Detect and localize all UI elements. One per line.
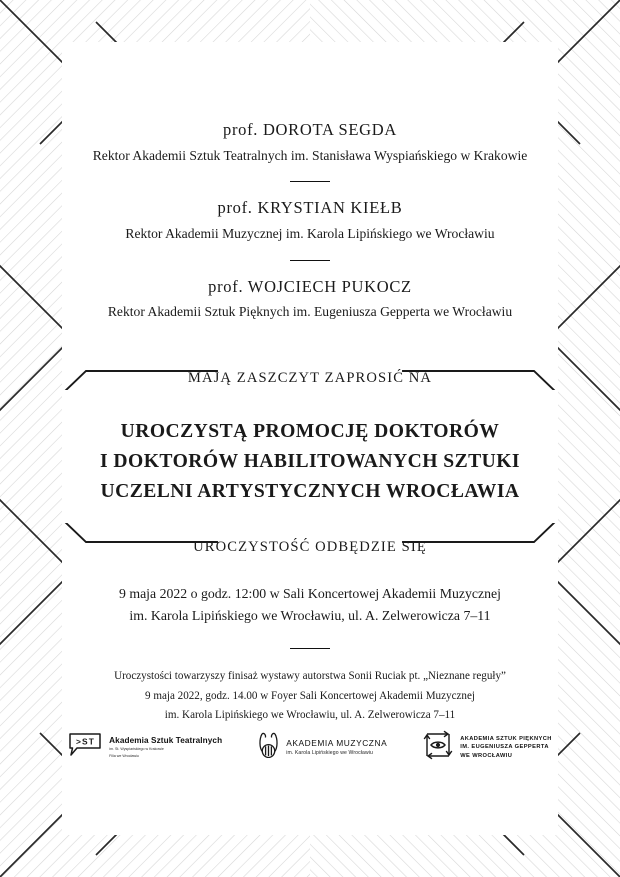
logo-akademia-muzyczna [258, 731, 387, 764]
logo-asp-title-line: AKADEMIA SZTUK PIĘKNYCH [460, 735, 552, 742]
rector-name: prof. DOROTA SEGDA [223, 120, 397, 139]
headline-line: I DOKTORÓW HABILITOWANYCH SZTUKI [100, 451, 520, 473]
ceremony-details [62, 583, 558, 626]
svg-text:>ST: >ST [76, 736, 96, 747]
logo-am-title: AKADEMIA MUZYCZNA [286, 737, 388, 748]
rector-block [62, 198, 558, 242]
invitation-lead-in: MAJĄ ZASZCZYT ZAPROSIĆ NA [187, 369, 433, 386]
divider [290, 181, 330, 182]
speech-bubble-ast-icon [68, 732, 102, 763]
logo-akademia-sztuk-pieknych [423, 730, 552, 765]
note-line: Uroczystości towarzyszy finisaż wystawy autorstwa Sonii Ruciak pt. „Nieznane reguły” [114, 670, 506, 683]
logo-ast [68, 732, 222, 763]
logo-asp-title-line: WE WROCŁAWIU [460, 752, 513, 759]
divider [290, 648, 330, 649]
rector-title: Rektor Akademii Sztuk Pięknych im. Eugeniusza Gepperta we Wrocławiu [107, 304, 513, 320]
logo-asp-title-line: IM. EUGENIUSZA GEPPERTA [460, 744, 549, 751]
headline-line: UCZELNI ARTYSTYCZNYCH WROCŁAWIA [100, 481, 520, 503]
rector-block [62, 277, 558, 321]
logo-ast-subtitle: im. St. Wyspiańskiego w Krakowie [109, 747, 164, 751]
logo-ast-title: Akademia Sztuk Teatralnych [109, 736, 223, 746]
lyre-icon [258, 731, 279, 764]
note-line: 9 maja 2022, godz. 14.00 w Foyer Sali Koncertowej Akademii Muzycznej [145, 689, 475, 702]
invitation-block [62, 371, 558, 555]
rector-title: Rektor Akademii Sztuk Teatralnych im. Stanisława Wyspiańskiego w Krakowie [92, 147, 528, 163]
rector-title: Rektor Akademii Muzycznej im. Karola Lipińskiego we Wrocławiu [125, 225, 495, 241]
rector-name: prof. KRYSTIAN KIEŁB [217, 198, 403, 218]
divider [290, 260, 330, 261]
ceremony-detail-line: 9 maja 2022 o godz. 12:00 w Sali Koncertowej Akademii Muzycznej [118, 586, 501, 602]
note-line: im. Karola Lipińskiego we Wrocławiu, ul. A. Zelwerowicza 7–11 [164, 708, 456, 721]
logo-row [62, 730, 558, 765]
invitation-content [62, 42, 558, 835]
rector-block [62, 42, 558, 164]
ceremony-heading: UROCZYSTOŚĆ ODBĘDZIE SIĘ [193, 538, 427, 555]
logo-ast-subtitle: Filia we Wrocławiu [109, 753, 139, 758]
logo-ast-text [109, 736, 222, 759]
eye-arrows-icon [423, 730, 453, 765]
exhibition-note [62, 667, 558, 725]
rector-name: prof. WOJCIECH PUKOCZ [208, 276, 412, 296]
logo-am-text [286, 739, 387, 757]
logo-asp-text [460, 735, 552, 761]
ceremony-detail-line: im. Karola Lipińskiego we Wrocławiu, ul. A. Zelwerowicza 7–11 [129, 607, 491, 623]
headline-line: UROCZYSTĄ PROMOCJĘ DOKTORÓW [120, 421, 500, 443]
logo-am-subtitle: im. Karola Lipińskiego we Wrocławiu [286, 749, 373, 756]
